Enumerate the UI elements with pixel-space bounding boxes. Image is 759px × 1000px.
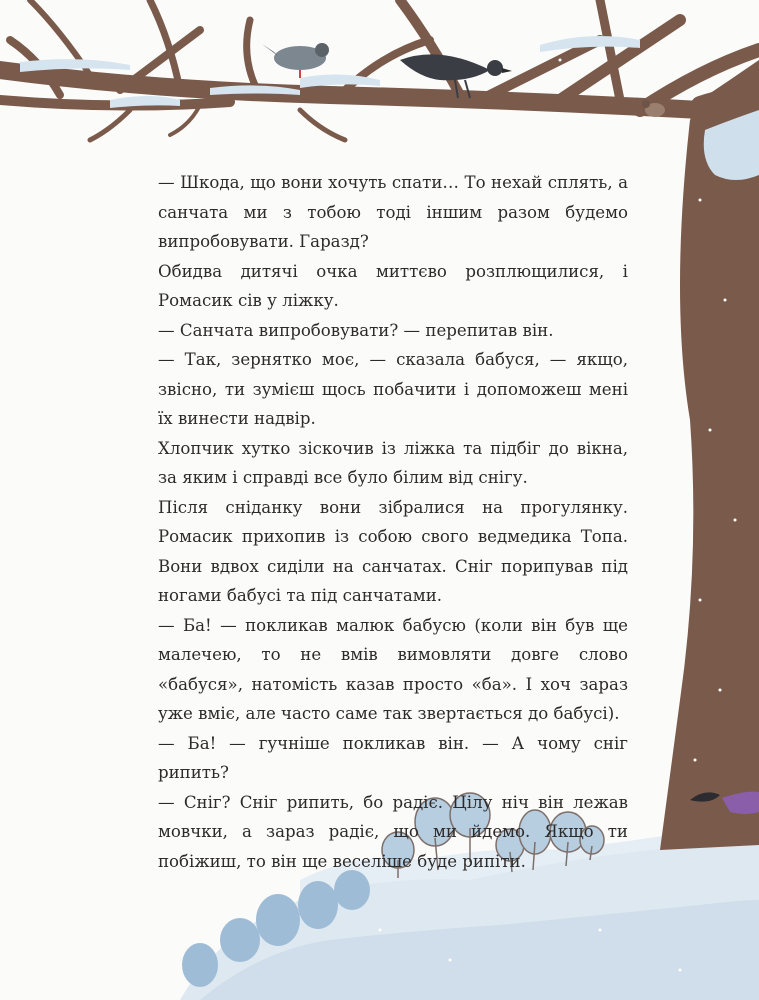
paragraph: — Ба! — покликав малюк бабусю (коли він був ще малечею, то не вмів вимовляти довге слово «бабуся», натомість казав просто «ба». І хоч зараз уже вміє, але часто саме так звертається до бабусі). [158,615,628,723]
paragraph: Хлопчик хутко зіскочив із ліжка та підбіг до вікна, за яким і справді все було білим від снігу. [158,438,628,487]
pigeon [262,43,329,78]
paragraph: — Санчата випробовувати? — перепитав він. [158,320,554,340]
paragraph: Обидва дитячі очка миттєво розплющилися, і Ромасик сів у ліжку. [158,261,628,310]
paragraph: — Шкода, що вони хочуть спати… То нехай сплять, а санчата ми з тобою тоді іншим разом будемо випробовувати. Гаразд? [158,173,628,251]
paragraph: Після сніданку вони зібралися на прогулянку. Ромасик прихопив із собою свого ведмедика Топа. Вони вдвох сиділи на санчатах. Сніг порипував під ногами бабусі та під санчатами. [158,497,628,605]
paragraph: — Сніг? Сніг рипить, бо радіє. Цілу ніч він лежав мовчки, а зараз радіє, що ми йдемо. Якщо ти побіжиш, то він ще веселіше буде рипіти. [158,792,628,871]
paragraph: — Ба! — гучніше покликав він. — А чому сніг рипить? [158,733,628,782]
paragraph: — Так, зернятко моє, — сказала бабуся, — якщо, звісно, ти зумієш щось побачити і допоможеш мені їх винести надвір. [158,350,628,428]
story-text [158,168,628,876]
